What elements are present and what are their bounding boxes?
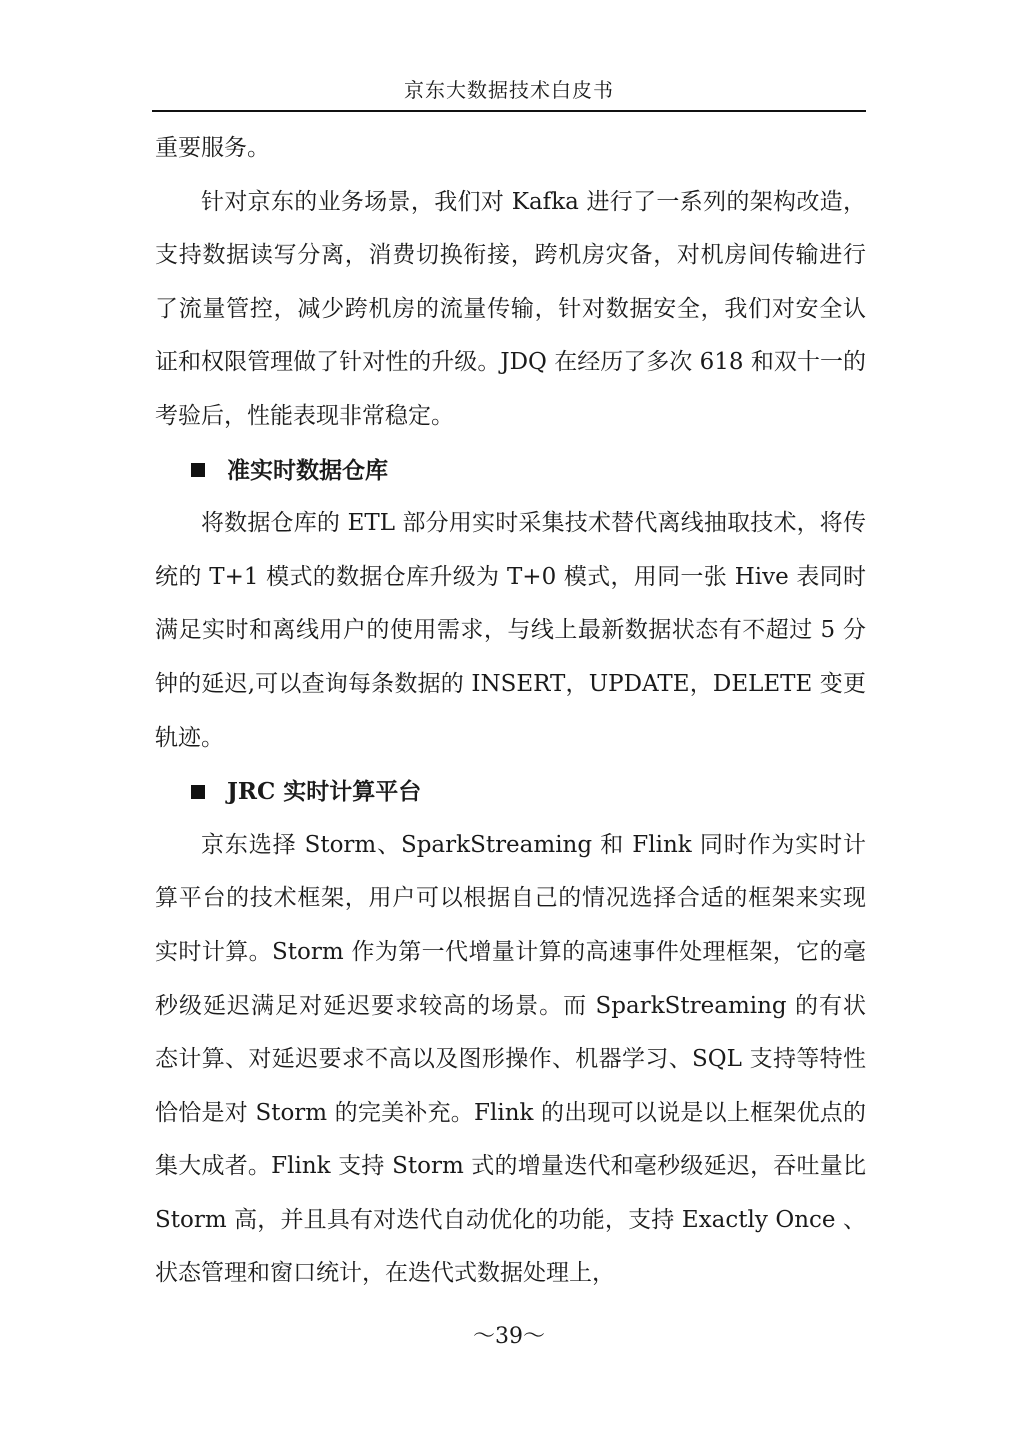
paragraph-realtime-warehouse: 将数据仓库的 ETL 部分用实时采集技术替代离线抽取技术，将传统的 T+1 模式的数据仓库升级为 T+0 模式，用同一张 Hive 表同时满足实时和离线用户的使用需求，与线上最新数据状态有不超过 5 分钟的延迟,可以查询每条数据的 INSERT，UPDATE，DELETE 变更轨迹。 xyxy=(155,510,866,751)
section-heading-realtime-warehouse xyxy=(155,444,866,498)
document-body xyxy=(155,122,866,1301)
paragraph-jrc-platform: 京东选择 Storm、SparkStreaming 和 Flink 同时作为实时计算平台的技术框架，用户可以根据自己的情况选择合适的框架来实现实时计算。Storm 作为第一代增量计算的高速事件处理框架，它的毫秒级延迟满足对延迟要求较高的场景。而 SparkStreaming 的有状态计算、对延迟要求不高以及图形操作、机器学习、SQL 支持等特性恰恰是对 Storm 的完美补充。Flink 的出现可以说是以上框架优点的集大成者。Flink 支持 Storm 式的增量迭代和毫秒级延迟，吞吐量比 Storm 高，并且具有对迭代自动优化的功能，支持 Exactly Once 、状态管理和窗口统计，在迭代式数据处理上， xyxy=(155,831,866,1287)
header-divider xyxy=(152,110,866,112)
section-heading-jrc-platform xyxy=(155,765,866,819)
paragraph-kafka: 针对京东的业务场景，我们对 Kafka 进行了一系列的架构改造，支持数据读写分离，消费切换衔接，跨机房灾备，对机房间传输进行了流量管控，减少跨机房的流量传输，针对数据安全，我们对安全认证和权限管理做了针对性的升级。JDQ 在经历了多次 618 和双十一的考验后，性能表现非常稳定。 xyxy=(155,188,866,429)
square-bullet-icon xyxy=(191,463,205,477)
section-heading-text: JRC 实时计算平台 xyxy=(227,778,422,806)
page-number: ～39～ xyxy=(473,1324,545,1349)
paragraph-continuation: 重要服务。 xyxy=(155,135,270,161)
section-heading-text: 准实时数据仓库 xyxy=(227,456,388,484)
page-header-title: 京东大数据技术白皮书 xyxy=(404,78,614,102)
square-bullet-icon xyxy=(191,785,205,799)
